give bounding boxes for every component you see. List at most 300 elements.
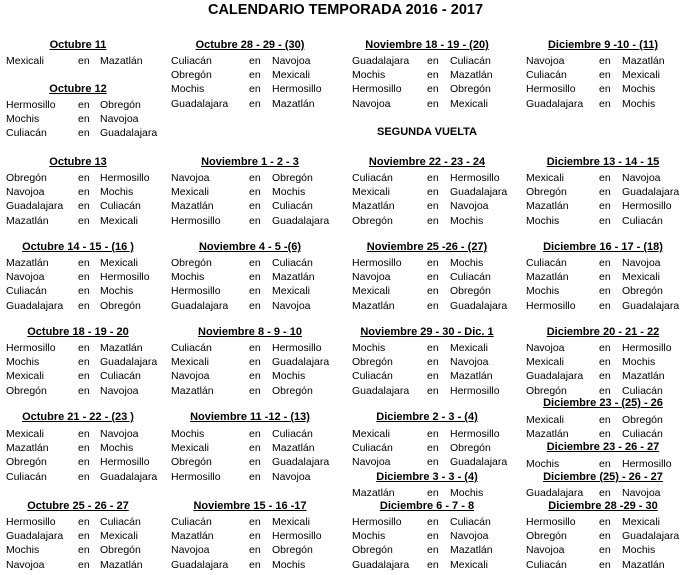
home-team: Mazatlán xyxy=(352,299,395,312)
game-row xyxy=(0,82,691,96)
round-heading: Diciembre 23 - 26 - 27 xyxy=(546,441,660,453)
game-row xyxy=(0,341,691,355)
away-team: Obregón xyxy=(100,99,141,111)
home-team: Mexicali xyxy=(526,356,564,369)
connector-text: en xyxy=(427,172,439,184)
away-team: Obregón xyxy=(272,544,313,557)
round-heading: Noviembre 8 - 9 - 10 xyxy=(198,326,302,338)
connector-text: en xyxy=(599,83,611,96)
connector-text: en xyxy=(427,384,439,397)
connector-text: en xyxy=(78,271,90,284)
home-team: Obregón xyxy=(352,214,393,227)
round-heading: Octubre 18 - 19 - 20 xyxy=(27,326,129,338)
home-team: Culiacán xyxy=(526,257,567,269)
connector-text: en xyxy=(249,83,261,96)
home-team: Guadalajara xyxy=(171,558,229,571)
away-team: Obregón xyxy=(100,299,141,312)
page-title: CALENDARIO TEMPORADA 2016 - 2017 xyxy=(207,2,484,18)
round-heading: Octubre 13 xyxy=(49,156,107,168)
home-team: Hermosillo xyxy=(352,516,402,528)
home-team: Culiacán xyxy=(171,55,212,67)
round-heading: Octubre 12 xyxy=(49,83,107,95)
home-team: Mochis xyxy=(171,428,205,440)
away-team: Navojoa xyxy=(100,428,139,440)
round-heading: Octubre 14 - 15 - (16 ) xyxy=(22,241,134,253)
round-heading: Diciembre 13 - 14 - 15 xyxy=(546,156,660,168)
away-team: Obregón xyxy=(622,285,663,298)
home-team: Culiacán xyxy=(171,342,212,354)
connector-text: en xyxy=(249,442,261,455)
connector-text: en xyxy=(599,55,611,67)
home-team: Mochis xyxy=(171,271,205,284)
connector-text: en xyxy=(249,299,261,312)
connector-text: en xyxy=(427,214,439,227)
connector-text: en xyxy=(249,186,261,199)
home-team: Mexicali xyxy=(6,55,44,67)
connector-text: en xyxy=(78,99,90,111)
connector-text: en xyxy=(599,370,611,383)
away-team: Mexicali xyxy=(100,257,138,269)
away-team: Culiacán xyxy=(622,214,663,227)
connector-text: en xyxy=(249,516,261,528)
connector-text: en xyxy=(249,271,261,284)
connector-text: en xyxy=(599,530,611,543)
round-heading: Noviembre 4 - 5 -(6) xyxy=(198,241,302,253)
home-team: Guadalajara xyxy=(171,299,229,312)
home-team: Navojoa xyxy=(171,370,210,383)
round-heading: Diciembre 16 - 17 - (18) xyxy=(543,241,663,253)
away-team: Hermosillo xyxy=(450,428,500,440)
game-row xyxy=(0,529,691,543)
connector-text: en xyxy=(249,356,261,369)
home-team: Hermosillo xyxy=(526,299,576,312)
connector-text: en xyxy=(78,342,90,354)
connector-text: en xyxy=(427,257,439,269)
connector-text: en xyxy=(427,558,439,571)
away-team: Obregón xyxy=(450,442,491,455)
connector-text: en xyxy=(249,530,261,543)
away-team: Mexicali xyxy=(100,530,138,543)
connector-text: en xyxy=(249,69,261,82)
connector-text: en xyxy=(427,428,439,440)
home-team: Hermosillo xyxy=(6,99,56,111)
away-team: Hermosillo xyxy=(100,456,150,469)
home-team: Guadalajara xyxy=(526,370,584,383)
connector-text: en xyxy=(78,113,90,126)
home-team: Obregón xyxy=(526,186,567,199)
connector-text: en xyxy=(427,356,439,369)
game-row xyxy=(0,256,691,270)
connector-text: en xyxy=(78,186,90,199)
home-team: Guadalajara xyxy=(6,200,64,213)
home-team: Guadalajara xyxy=(352,558,410,571)
away-team: Mazatlán xyxy=(622,370,665,383)
connector-text: en xyxy=(249,558,261,571)
game-row xyxy=(0,299,691,313)
connector-text: en xyxy=(78,214,90,227)
home-team: Mochis xyxy=(526,285,560,298)
connector-text: en xyxy=(78,370,90,383)
home-team: Navojoa xyxy=(171,172,210,184)
round-heading: Diciembre 3 - 3 - (4) xyxy=(376,471,478,483)
home-team: Mochis xyxy=(526,458,560,470)
connector-text: en xyxy=(599,428,611,441)
game-row xyxy=(0,369,691,383)
game-row xyxy=(0,355,691,369)
away-team: Mochis xyxy=(622,97,656,110)
connector-text: en xyxy=(78,544,90,557)
game-row xyxy=(0,427,691,441)
connector-text: en xyxy=(78,456,90,469)
away-team: Obregón xyxy=(272,384,313,397)
home-team: Guadalajara xyxy=(526,97,584,110)
connector-text: en xyxy=(78,172,90,184)
away-team: Mochis xyxy=(622,544,656,557)
home-team: Guadalajara xyxy=(6,530,64,543)
game-row xyxy=(0,486,691,500)
away-team: Mochis xyxy=(100,442,134,455)
connector-text: en xyxy=(249,370,261,383)
away-team: Guadalajara xyxy=(100,356,158,369)
away-team: Navojoa xyxy=(450,530,489,543)
away-team: Obregón xyxy=(450,285,491,298)
game-row xyxy=(0,185,691,199)
round-heading: Octubre 11 xyxy=(49,39,107,51)
connector-text: en xyxy=(249,214,261,227)
away-team: Navojoa xyxy=(622,487,661,499)
home-team: Navojoa xyxy=(6,186,45,199)
home-team: Mexicali xyxy=(526,172,564,184)
round-heading: Diciembre 20 - 21 - 22 xyxy=(546,326,660,338)
away-team: Culiacán xyxy=(272,200,313,213)
away-team: Culiacán xyxy=(622,384,663,397)
away-team: Navojoa xyxy=(100,113,139,126)
round-heading: Noviembre 1 - 2 - 3 xyxy=(201,156,299,168)
game-row xyxy=(0,413,691,427)
away-team: Hermosillo xyxy=(100,271,150,284)
connector-text: en xyxy=(427,516,439,528)
away-team: Navojoa xyxy=(622,257,661,269)
game-row xyxy=(0,112,691,126)
home-team: Mazatlán xyxy=(526,200,569,213)
home-team: Hermosillo xyxy=(526,83,576,96)
home-team: Culiacán xyxy=(6,285,47,298)
game-row xyxy=(0,558,691,572)
connector-text: en xyxy=(78,516,90,528)
home-team: Mochis xyxy=(526,214,560,227)
away-team: Mochis xyxy=(100,285,134,298)
game-row xyxy=(0,171,691,185)
home-team: Guadalajara xyxy=(6,299,64,312)
connector-text: en xyxy=(249,544,261,557)
connector-text: en xyxy=(427,55,439,67)
round-heading: Noviembre 18 - 19 - (20) xyxy=(365,39,489,51)
away-team: Guadalajara xyxy=(450,186,508,199)
away-team: Mazatlán xyxy=(622,558,665,571)
home-team: Culiacán xyxy=(352,172,393,184)
home-team: Obregón xyxy=(6,384,47,397)
connector-text: en xyxy=(249,470,261,483)
away-team: Hermosillo xyxy=(450,384,500,397)
home-team: Mochis xyxy=(6,356,40,369)
home-team: Culiacán xyxy=(352,442,393,455)
away-team: Mexicali xyxy=(622,69,660,82)
home-team: Navojoa xyxy=(352,456,391,469)
away-team: Hermosillo xyxy=(622,200,672,213)
connector-text: en xyxy=(249,200,261,213)
home-team: Navojoa xyxy=(6,558,45,571)
home-team: Mazatlán xyxy=(526,428,569,441)
game-row xyxy=(0,97,691,111)
home-team: Mochis xyxy=(352,69,386,82)
connector-text: en xyxy=(78,442,90,455)
round-heading: Noviembre 11 -12 - (13) xyxy=(190,411,310,423)
away-team: Hermosillo xyxy=(622,342,672,354)
away-team: Navojoa xyxy=(622,172,661,184)
home-team: Mexicali xyxy=(352,428,390,440)
game-row xyxy=(0,457,691,471)
round-heading: Octubre 25 - 26 - 27 xyxy=(27,500,129,512)
away-team: Culiacán xyxy=(450,271,491,284)
away-team: Mexicali xyxy=(272,69,310,82)
away-team: Mexicali xyxy=(622,516,660,528)
away-team: Guadalajara xyxy=(622,186,680,199)
game-row xyxy=(0,54,691,68)
round-heading: Noviembre 29 - 30 - Dic. 1 xyxy=(360,326,494,338)
game-row xyxy=(0,214,691,228)
home-team: Obregón xyxy=(526,384,567,397)
away-team: Mochis xyxy=(450,214,484,227)
connector-text: en xyxy=(78,200,90,213)
connector-text: en xyxy=(427,271,439,284)
connector-text: en xyxy=(249,172,261,184)
away-team: Hermosillo xyxy=(450,172,500,184)
home-team: Guadalajara xyxy=(352,55,410,67)
home-team: Obregón xyxy=(171,69,212,82)
away-team: Navojoa xyxy=(272,299,311,312)
connector-text: en xyxy=(599,285,611,298)
connector-text: en xyxy=(599,271,611,284)
connector-text: en xyxy=(427,487,439,499)
home-team: Obregón xyxy=(171,456,212,469)
away-team: Mexicali xyxy=(100,214,138,227)
round-heading: Noviembre 25 -26 - (27) xyxy=(366,241,488,253)
game-row xyxy=(0,199,691,213)
connector-text: en xyxy=(78,55,90,67)
away-team: Mazatlán xyxy=(450,544,493,557)
connector-text: en xyxy=(599,186,611,199)
home-team: Obregón xyxy=(171,257,212,269)
connector-text: en xyxy=(78,356,90,369)
home-team: Culiacán xyxy=(352,370,393,383)
connector-text: en xyxy=(427,530,439,543)
connector-text: en xyxy=(249,456,261,469)
away-team: Guadalajara xyxy=(450,299,508,312)
home-team: Mazatlán xyxy=(6,257,49,269)
home-team: Culiacán xyxy=(171,516,212,528)
game-row xyxy=(0,515,691,529)
away-team: Hermosillo xyxy=(100,172,150,184)
away-team: Mazatlán xyxy=(100,558,143,571)
home-team: Hermosillo xyxy=(171,214,221,227)
away-team: Mazatlán xyxy=(100,55,143,67)
home-team: Mexicali xyxy=(6,370,44,383)
connector-text: en xyxy=(249,428,261,440)
home-team: Mexicali xyxy=(352,186,390,199)
home-team: Culiacán xyxy=(6,470,47,483)
home-team: Mochis xyxy=(352,530,386,543)
away-team: Culiacán xyxy=(272,257,313,269)
away-team: Mochis xyxy=(450,487,484,499)
home-team: Mochis xyxy=(6,544,40,557)
home-team: Obregón xyxy=(352,356,393,369)
away-team: Mexicali xyxy=(272,516,310,528)
connector-text: en xyxy=(249,285,261,298)
connector-text: en xyxy=(249,55,261,67)
home-team: Mazatlán xyxy=(171,384,214,397)
away-team: Mexicali xyxy=(622,271,660,284)
away-team: Culiacán xyxy=(100,200,141,213)
connector-text: en xyxy=(599,487,611,499)
round-heading: Diciembre 23 - (25) - 26 xyxy=(543,397,663,409)
connector-text: en xyxy=(249,97,261,110)
home-team: Guadalajara xyxy=(352,384,410,397)
away-team: Hermosillo xyxy=(272,83,322,96)
home-team: Mazatlán xyxy=(6,442,49,455)
round-heading: Diciembre 2 - 3 - (4) xyxy=(376,411,478,423)
home-team: Mochis xyxy=(352,342,386,354)
away-team: Guadalajara xyxy=(272,356,330,369)
away-team: Mochis xyxy=(622,83,656,96)
home-team: Culiacán xyxy=(526,558,567,571)
connector-text: en xyxy=(427,342,439,354)
away-team: Mexicali xyxy=(450,97,488,110)
away-team: Culiacán xyxy=(100,516,141,528)
home-team: Hermosillo xyxy=(171,285,221,298)
round-heading: Diciembre 28 -29 - 30 xyxy=(548,500,658,512)
connector-text: en xyxy=(599,458,611,470)
away-team: Mazatlán xyxy=(272,271,315,284)
home-team: Mexicali xyxy=(352,285,390,298)
home-team: Obregón xyxy=(352,544,393,557)
round-heading: Noviembre 15 - 16 -17 xyxy=(193,500,307,512)
game-row xyxy=(0,68,691,82)
connector-text: en xyxy=(427,186,439,199)
connector-text: en xyxy=(599,257,611,269)
home-team: Navojoa xyxy=(171,544,210,557)
home-team: Mochis xyxy=(6,113,40,126)
away-team: Guadalajara xyxy=(100,127,158,140)
away-team: Culiacán xyxy=(450,516,491,528)
connector-text: en xyxy=(78,530,90,543)
away-team: Obregón xyxy=(622,414,663,426)
connector-text: en xyxy=(427,69,439,82)
connector-text: en xyxy=(78,470,90,483)
home-team: Obregón xyxy=(6,456,47,469)
home-team: Mazatlán xyxy=(171,200,214,213)
home-team: Mazatlán xyxy=(352,487,395,499)
game-row xyxy=(0,284,691,298)
away-team: Mochis xyxy=(100,186,134,199)
away-team: Guadalajara xyxy=(450,456,508,469)
home-team: Mazatlán xyxy=(352,200,395,213)
game-row xyxy=(0,543,691,557)
away-team: Guadalajara xyxy=(100,470,158,483)
connector-text: en xyxy=(78,428,90,440)
connector-text: en xyxy=(599,558,611,571)
second-round-label: SEGUNDA VUELTA xyxy=(376,126,478,138)
home-team: Mochis xyxy=(171,83,205,96)
home-team: Mazatlán xyxy=(526,271,569,284)
connector-text: en xyxy=(427,200,439,213)
home-team: Hermosillo xyxy=(526,516,576,528)
connector-text: en xyxy=(599,544,611,557)
round-heading: Octubre 21 - 22 - (23 ) xyxy=(22,411,134,423)
home-team: Guadalajara xyxy=(526,487,584,499)
connector-text: en xyxy=(78,299,90,312)
away-team: Mexicali xyxy=(272,285,310,298)
round-heading: Diciembre 9 -10 - (11) xyxy=(547,39,659,51)
connector-text: en xyxy=(599,214,611,227)
connector-text: en xyxy=(78,285,90,298)
home-team: Mexicali xyxy=(171,442,209,455)
connector-text: en xyxy=(599,69,611,82)
away-team: Hermosillo xyxy=(272,530,322,543)
home-team: Hermosillo xyxy=(171,470,221,483)
home-team: Mexicali xyxy=(171,356,209,369)
home-team: Mazatlán xyxy=(6,214,49,227)
home-team: Navojoa xyxy=(526,544,565,557)
connector-text: en xyxy=(427,285,439,298)
connector-text: en xyxy=(78,257,90,269)
home-team: Hermosillo xyxy=(352,257,402,269)
connector-text: en xyxy=(249,342,261,354)
connector-text: en xyxy=(599,356,611,369)
connector-text: en xyxy=(599,299,611,312)
home-team: Obregón xyxy=(526,530,567,543)
connector-text: en xyxy=(427,97,439,110)
away-team: Mexicali xyxy=(450,558,488,571)
connector-text: en xyxy=(78,558,90,571)
home-team: Navojoa xyxy=(526,342,565,354)
away-team: Obregón xyxy=(272,172,313,184)
home-team: Mexicali xyxy=(171,186,209,199)
away-team: Mazatlán xyxy=(450,69,493,82)
game-row xyxy=(0,384,691,398)
round-heading: Diciembre (25) - 26 - 27 xyxy=(543,471,663,483)
home-team: Mexicali xyxy=(526,414,564,426)
away-team: Hermosillo xyxy=(622,458,672,470)
home-team: Hermosillo xyxy=(352,83,402,96)
home-team: Culiacán xyxy=(526,69,567,82)
connector-text: en xyxy=(427,544,439,557)
home-team: Navojoa xyxy=(352,271,391,284)
home-team: Culiacán xyxy=(6,127,47,140)
away-team: Mochis xyxy=(272,370,306,383)
away-team: Mochis xyxy=(272,558,306,571)
home-team: Mazatlán xyxy=(171,530,214,543)
connector-text: en xyxy=(249,384,261,397)
home-team: Navojoa xyxy=(352,97,391,110)
connector-text: en xyxy=(599,172,611,184)
away-team: Navojoa xyxy=(272,55,311,67)
away-team: Guadalajara xyxy=(272,214,330,227)
away-team: Mochis xyxy=(450,257,484,269)
home-team: Obregón xyxy=(6,172,47,184)
connector-text: en xyxy=(599,200,611,213)
away-team: Guadalajara xyxy=(622,299,680,312)
connector-text: en xyxy=(599,516,611,528)
